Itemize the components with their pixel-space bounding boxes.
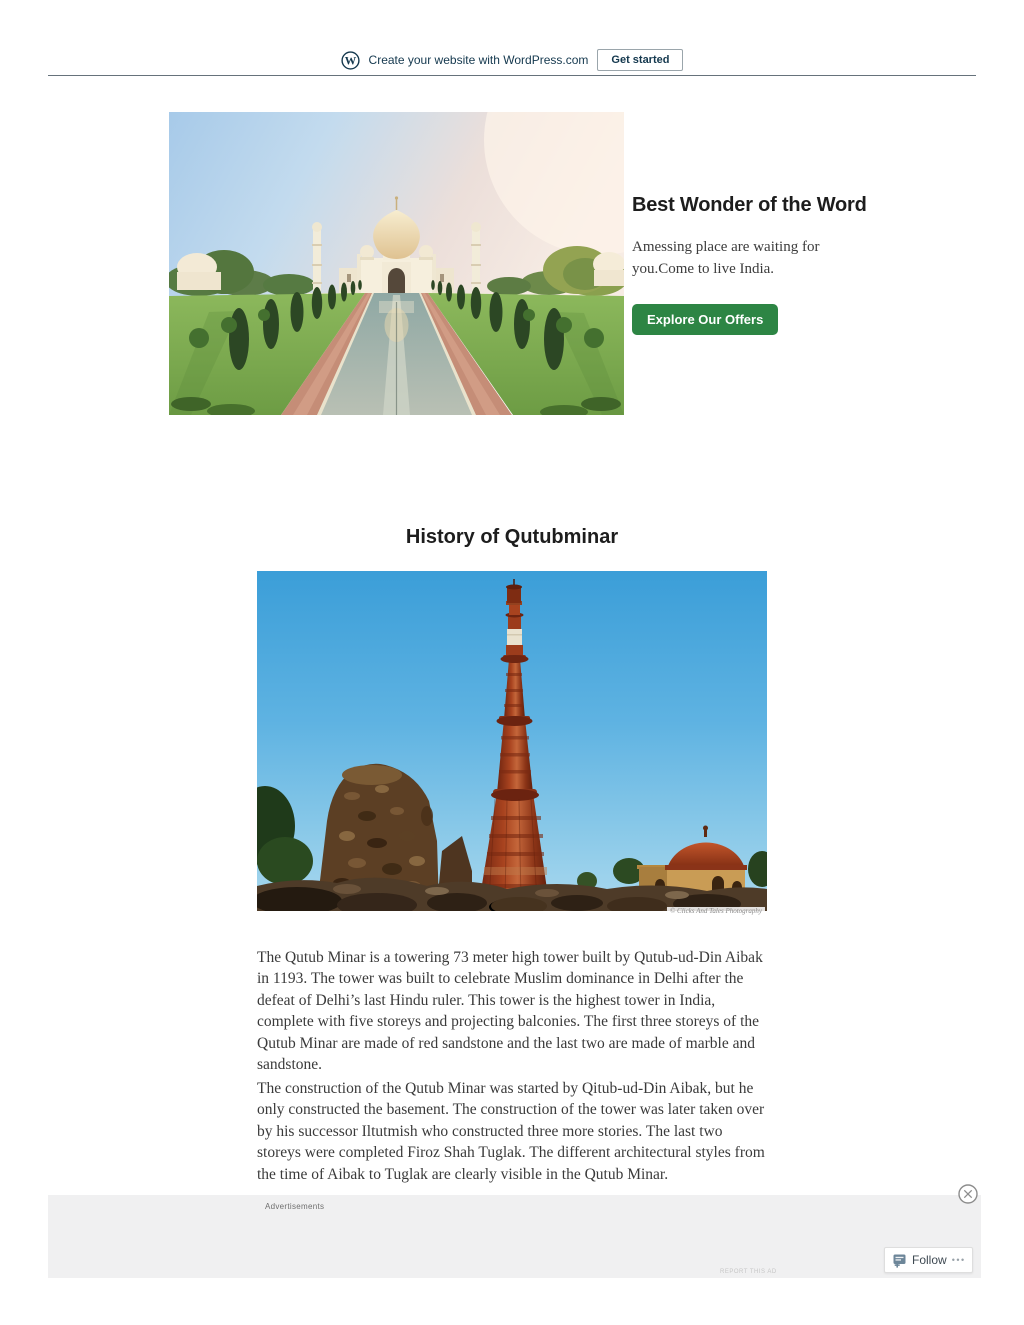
hero-subtitle: Amessing place are waiting for you.Come to live India.	[632, 239, 820, 277]
close-ad-button[interactable]	[957, 1183, 979, 1205]
taj-mahal-illustration	[169, 112, 624, 415]
wordpress-promo-bar	[0, 46, 1024, 74]
article-heading: History of Qutubminar	[405, 526, 619, 548]
ellipsis-icon: •••	[951, 1255, 966, 1265]
follow-doc-icon	[892, 1253, 907, 1268]
report-this-ad-label: REPORT THIS AD	[720, 1269, 777, 1275]
ad-panel	[48, 1195, 981, 1278]
article-image-qutub-minar	[257, 571, 767, 915]
hero-title: Best Wonder of the Word	[632, 194, 867, 216]
promo-message: Create your website with WordPress.com	[368, 53, 589, 67]
hero-text-block	[632, 194, 912, 335]
get-started-button[interactable]: Get started	[597, 49, 683, 71]
more-options-button[interactable]	[952, 1255, 966, 1265]
header-divider	[48, 75, 976, 76]
follow-label: Follow	[912, 1253, 947, 1267]
follow-button[interactable]	[884, 1247, 973, 1273]
article-paragraph-1: The Qutub Minar is a towering 73 meter high tower built by Qutub-ud-Din Aibak in 1193. The tower was built to celebrate Muslim dominance in Delhi after the defeat of Delhi’s last Hindu ruler. This tower is the highest tower in India, complete with five storeys and projecting balconies. The first three storeys of the Qutub Minar are made of red sandstone and the last two are made of marble and sandstone.	[257, 948, 763, 1074]
article-paragraph-2: The construction of the Qutub Minar was started by Qitub-ud-Din Aibak, but he only constructed the basement. The construction of the tower was later taken over by his successor Iltutmish who constructed three more stories. The last two storeys were completed Firoz Shah Tuglak. The different architectural styles from the time of Aibak to Tuglak are clearly visible in the Qutub Minar.	[257, 1079, 765, 1183]
qutub-minar-illustration	[257, 571, 767, 911]
advertisements-label: Advertisements	[265, 1202, 325, 1211]
explore-offers-button[interactable]: Explore Our Offers	[632, 304, 778, 335]
close-circle-icon	[957, 1183, 979, 1205]
hero-image-taj-mahal	[169, 112, 624, 415]
wordpress-logo-icon	[341, 51, 360, 70]
image-credit-watermark: © Clicks And Tales Photography	[667, 907, 765, 915]
svg-text:W: W	[344, 55, 356, 68]
